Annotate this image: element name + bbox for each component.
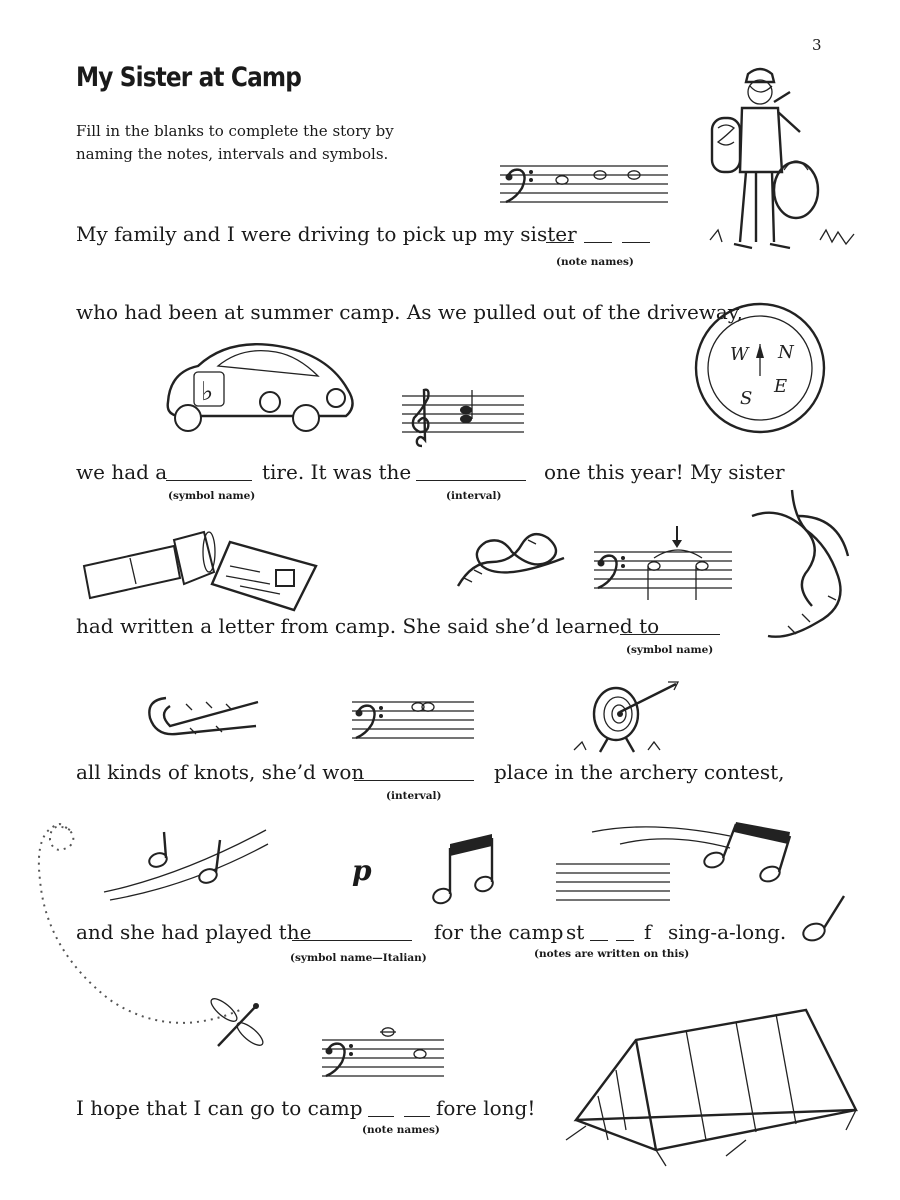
- tent-illustration: [556, 1000, 866, 1170]
- bass-staff-tie: [594, 526, 734, 606]
- story-line-4: had written a letter from camp. She said she’d learned to: [76, 614, 660, 638]
- flashlight-and-letter-illustration: [80, 526, 320, 616]
- answer-blank-italian-symbol[interactable]: [292, 924, 412, 941]
- flat-tire-car-illustration: [158, 332, 368, 452]
- eighth-notes-icon: [428, 834, 500, 912]
- answer-blank-symbol[interactable]: [166, 464, 252, 481]
- page-number: 3: [812, 36, 822, 54]
- tie-mark: [654, 550, 702, 558]
- half-note: [648, 562, 660, 570]
- answer-blank-interval[interactable]: [354, 764, 474, 781]
- answer-blank-symbol[interactable]: [620, 618, 720, 635]
- story-line-7b: fore long!: [436, 1096, 536, 1120]
- treble-staff-interval: [402, 384, 526, 454]
- answer-blank-interval[interactable]: [416, 464, 526, 481]
- story-line-5a: all kinds of knots, she’d won: [76, 760, 365, 784]
- caption-italian-symbol: (symbol name—Italian): [290, 952, 427, 964]
- knot-illustration: [452, 522, 572, 592]
- answer-blank[interactable]: [404, 1100, 430, 1117]
- answer-blank[interactable]: [546, 226, 574, 243]
- story-line-5b: place in the archery contest,: [494, 760, 785, 784]
- rope-illustration: [748, 486, 868, 652]
- treble-clef-icon: [413, 390, 429, 446]
- page-title: My Sister at Camp: [76, 62, 301, 93]
- answer-blank[interactable]: [590, 924, 608, 941]
- story-line-6a: and she had played the: [76, 920, 312, 944]
- answer-blank[interactable]: [622, 226, 650, 243]
- story-line-6b: for the camp: [434, 920, 564, 944]
- compass-letter-e: E: [774, 376, 788, 397]
- staff-lines: [500, 166, 668, 202]
- bass-staff-3: [352, 698, 476, 746]
- note-name-blanks-1: [546, 226, 650, 247]
- compass-letter-w: W: [730, 344, 749, 365]
- hiker-girl-illustration: [690, 62, 870, 262]
- half-note: [696, 562, 708, 570]
- caption-note-names-1: (note names): [556, 256, 634, 268]
- answer-blank[interactable]: [368, 1100, 394, 1117]
- flying-notes-illustration: [100, 826, 270, 906]
- story-line-7a: I hope that I can go to camp: [76, 1096, 363, 1120]
- compass-illustration: [692, 300, 832, 440]
- instruction-line-1: Fill in the blanks to complete the story by: [76, 122, 394, 140]
- arrow-down-icon: [672, 526, 682, 548]
- story-line-3b: tire. It was the: [262, 460, 412, 484]
- bass-staff-1: [500, 162, 670, 210]
- flat-icon: ♭: [201, 377, 214, 407]
- story-line-2: who had been at summer camp. As we pulled out of the driveway,: [76, 300, 743, 324]
- whole-note: [414, 1050, 426, 1058]
- half-note: [460, 406, 472, 414]
- instructions: [76, 120, 416, 166]
- caption-symbol-name-2: (symbol name): [626, 644, 714, 656]
- caption-staff: (notes are written on this): [534, 948, 690, 960]
- bass-staff-4: [322, 1024, 446, 1084]
- whole-note: [556, 176, 568, 184]
- story-line-3c: one this year! My sister: [544, 460, 785, 484]
- answer-blank[interactable]: [616, 924, 634, 941]
- compass-letter-n: N: [778, 342, 794, 363]
- story-line-1: My family and I were driving to pick up my sister: [76, 222, 577, 246]
- piano-dynamic-symbol: p: [352, 854, 372, 887]
- square-knot-illustration: [146, 690, 266, 742]
- caption-interval-2: (interval): [386, 790, 442, 802]
- archery-target-illustration: [568, 680, 688, 756]
- story-line-6-f: f: [644, 920, 652, 944]
- compass-letter-s: S: [740, 388, 753, 409]
- instruction-line-2: naming the notes, intervals and symbols.: [76, 145, 389, 163]
- story-line-6c: sing-a-long.: [668, 920, 787, 944]
- caption-interval-1: (interval): [446, 490, 502, 502]
- half-note-icon: [800, 892, 856, 946]
- caption-note-names-2: (note names): [362, 1124, 440, 1136]
- half-note: [460, 415, 472, 423]
- staff-lines: [402, 396, 524, 432]
- answer-blank[interactable]: [584, 226, 612, 243]
- dragonfly-illustration: [206, 994, 276, 1054]
- story-line-3a: we had a: [76, 460, 168, 484]
- flying-notes-right-illustration: [590, 818, 820, 888]
- caption-symbol-name-1: (symbol name): [168, 490, 256, 502]
- story-line-6-st: st: [566, 920, 585, 944]
